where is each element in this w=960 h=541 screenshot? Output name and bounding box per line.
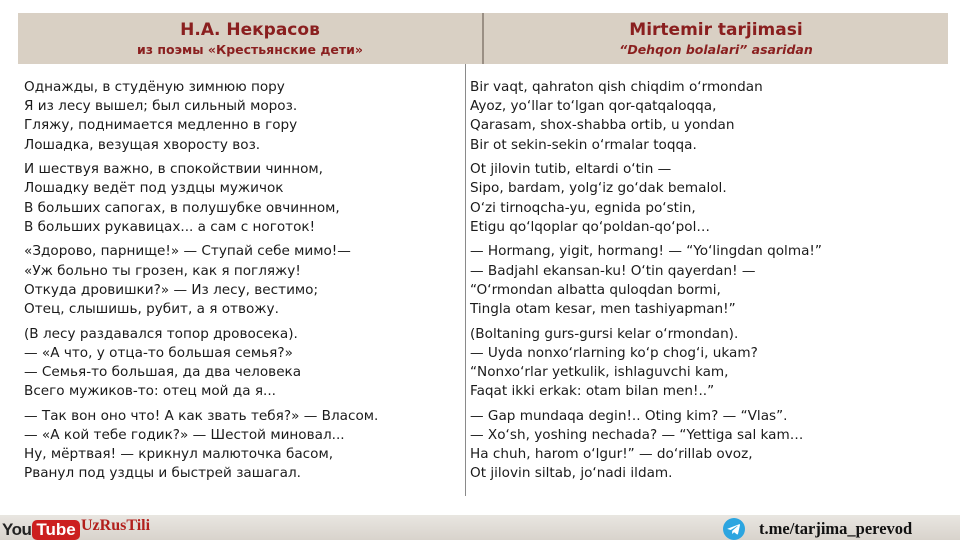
- original-stanza: [24, 242, 459, 319]
- original-poem-column: [24, 78, 459, 489]
- translation-stanza: [470, 78, 940, 155]
- original-line: Ну, мёртвая! — крикнул малюточка басом,: [24, 446, 334, 463]
- header-translation: [484, 13, 948, 64]
- translation-stanza: [470, 160, 940, 237]
- column-divider: [465, 64, 466, 496]
- table-header: [18, 13, 948, 64]
- original-stanza: [24, 325, 459, 402]
- telegram-link[interactable]: [723, 518, 912, 540]
- original-line: В больших рукавицах... а сам с ноготок!: [24, 218, 316, 235]
- translation-line: Bir ot sekin-sekin o‘rmalar toqqa.: [470, 136, 697, 153]
- translation-line: — Badjahl ekansan-ku! O‘tin qayerdan! —: [470, 262, 756, 279]
- original-line: «Уж больно ты грозен, как я погляжу!: [24, 262, 301, 279]
- original-line: — «А кой тебе годик?» — Шестой миновал...: [24, 427, 345, 444]
- telegram-url: t.me/tarjima_perevod: [759, 519, 913, 538]
- translation-line: — Uyda nonxo‘rlarning ko‘p chog‘i, ukam?: [470, 344, 758, 361]
- youtube-logo-tube: Tube: [32, 520, 79, 540]
- original-stanza: [24, 78, 459, 155]
- original-line: Однажды, в студёную зимнюю пору: [24, 79, 285, 95]
- youtube-logo: [2, 519, 80, 541]
- translation-line: Ot jilovin tutib, eltardi o‘tin —: [470, 161, 672, 178]
- telegram-icon: [723, 518, 745, 540]
- translation-source: “Dehqon bolalari” asaridan: [619, 41, 813, 57]
- translation-line: Ot jilovin siltab, jo‘nadi ildam.: [470, 465, 673, 482]
- original-line: — Так вон оно что! А как звать тебя?» — Власом.: [24, 407, 379, 424]
- translation-line: “O‘rmondan albatta quloqdan bormi,: [470, 281, 721, 298]
- original-line: Рванул под уздцы и быстрей зашагал.: [24, 465, 302, 482]
- translation-stanza: [470, 325, 940, 402]
- translation-stanza: [470, 242, 940, 319]
- translation-line: — Xo‘sh, yoshing nechada? — “Yettiga sal kam…: [470, 427, 804, 444]
- original-line: В больших сапогах, в полушубке овчинном,: [24, 199, 340, 216]
- original-line: — Семья-то большая, да два человека: [24, 364, 302, 381]
- header-original: [18, 13, 484, 64]
- channel-name: UzRusTili: [81, 517, 151, 534]
- translation-line: Bir vaqt, qahraton qish chiqdim o‘rmondan: [470, 79, 763, 95]
- original-line: Гляжу, поднимается медленно в гору: [24, 117, 298, 134]
- original-line: (В лесу раздавался топор дровосека).: [24, 325, 298, 342]
- translation-line: “Nonxo‘rlar yetkulik, ishlaguvchi kam,: [470, 364, 729, 381]
- translation-line: — Gap mundaqa degin!.. Oting kim? — “Vlas”.: [470, 407, 788, 424]
- translation-line: Ha chuh, harom o‘lgur!” — do‘rillab ovoz,: [470, 446, 753, 463]
- translation-line: — Hormang, yigit, hormang! — “Yo‘lingdan qolma!”: [470, 243, 822, 260]
- original-source: из поэмы «Крестьянские дети»: [137, 41, 363, 57]
- translation-line: Faqat ikki erkak: otam bilan men!..”: [470, 383, 715, 400]
- original-line: — «А что, у отца-то большая семья?»: [24, 344, 293, 361]
- original-line: Отец, слышишь, рубит, а я отвожу.: [24, 301, 279, 318]
- translation-line: Tingla otam kesar, men tashiyapman!”: [470, 301, 736, 318]
- translation-stanza: [470, 407, 940, 484]
- translation-line: O‘zi tirnoqcha-yu, egnida po‘stin,: [470, 199, 696, 216]
- translation-line: Etigu qo‘lqoplar qo‘poldan-qo‘pol…: [470, 218, 710, 235]
- translator-name: Mirtemir tarjimasi: [629, 19, 803, 40]
- original-line: «Здорово, парнище!» — Ступай себе мимо!—: [24, 243, 351, 260]
- original-stanza: [24, 160, 459, 237]
- original-line: Откуда дровишки?» — Из лесу, вестимо;: [24, 281, 319, 298]
- original-author: Н.А. Некрасов: [180, 19, 320, 40]
- original-line: Лошадка, везущая хворосту воз.: [24, 136, 261, 153]
- original-line: Я из лесу вышел; был сильный мороз.: [24, 98, 298, 115]
- translation-poem-column: [470, 78, 940, 489]
- translation-line: Sipo, bardam, yolg‘iz go‘dak bemalol.: [470, 180, 727, 197]
- translation-line: Qarasam, shox-shabba ortib, u yondan: [470, 117, 735, 134]
- original-stanza: [24, 407, 459, 484]
- translation-line: (Boltaning gurs-gursi kelar o‘rmondan).: [470, 325, 739, 342]
- original-line: И шествуя важно, в спокойствии чинном,: [24, 161, 323, 178]
- original-line: Всего мужиков-то: отец мой да я...: [24, 383, 276, 400]
- original-line: Лошадку ведёт под уздцы мужичок: [24, 180, 284, 197]
- youtube-logo-you: You: [2, 520, 32, 539]
- translation-line: Ayoz, yo‘llar to‘lgan qor-qatqaloqqa,: [470, 98, 717, 115]
